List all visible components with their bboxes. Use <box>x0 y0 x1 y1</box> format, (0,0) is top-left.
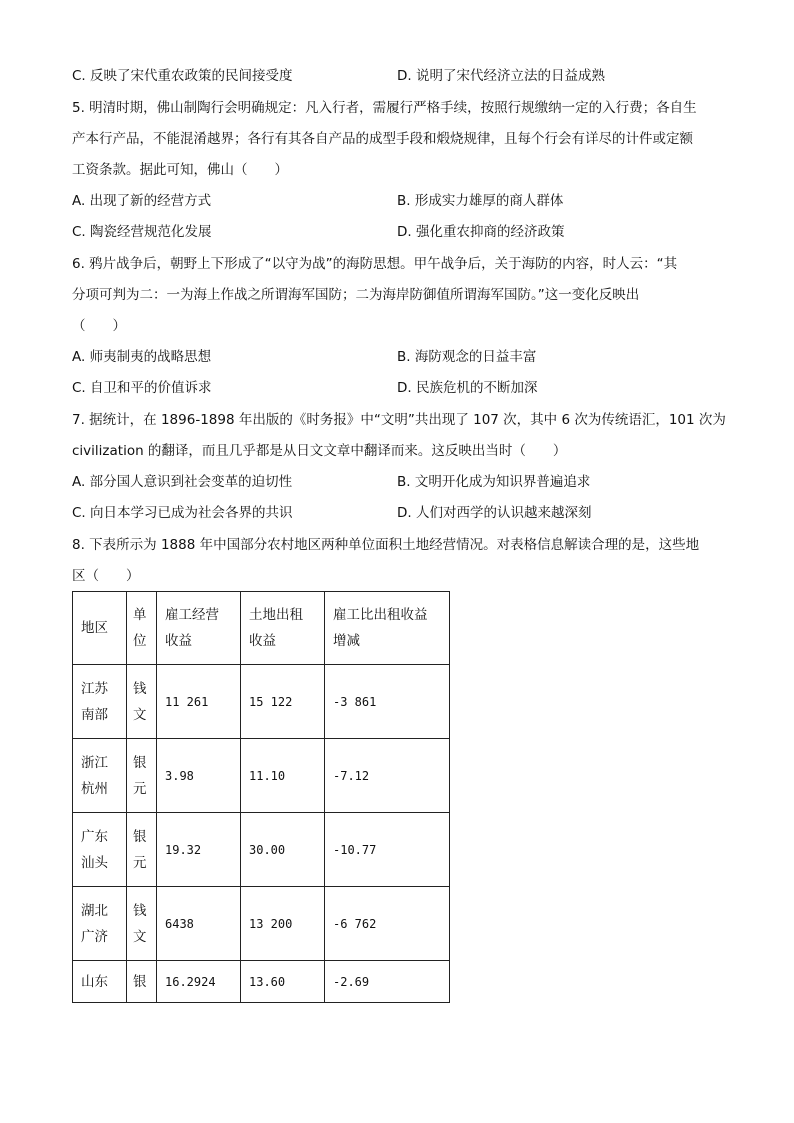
cell-hired-income: 11 261 <box>157 665 241 739</box>
cell-region: 浙江 杭州 <box>73 739 127 813</box>
q6-option-b: B. 海防观念的日益丰富 <box>397 349 537 365</box>
q5-stem-line-2: 产本行产品，不能混淆越界；各行有其各自产品的成型手段和煅烧规律，且每个行会有详尽的计件或定额 <box>72 131 693 147</box>
table-row <box>73 813 450 887</box>
header-difference: 雇工比出租收益 增减 <box>325 592 450 665</box>
header-unit: 单 位 <box>127 592 157 665</box>
cell-region: 山东 <box>73 961 127 1003</box>
cell-hired-income: 6438 <box>157 887 241 961</box>
table-row <box>73 665 450 739</box>
cell-difference: -2.69 <box>325 961 450 1003</box>
cell-unit: 银 <box>127 961 157 1003</box>
q7-option-a: A. 部分国人意识到社会变革的迫切性 <box>72 474 293 490</box>
cell-region: 湖北 广济 <box>73 887 127 961</box>
cell-unit: 钱 文 <box>127 887 157 961</box>
table-header-row <box>73 592 450 665</box>
q5-option-b: B. 形成实力雄厚的商人群体 <box>397 193 564 209</box>
q6-stem-line-2: 分项可判为二：一为海上作战之所谓海军国防；二为海岸防御值所谓海军国防。”这一变化反映出 <box>72 287 640 303</box>
q7-stem-line-2: civilization 的翻译，而且几乎都是从日文文章中翻译而来。这反映出当时（ ） <box>72 443 567 459</box>
cell-unit: 钱 文 <box>127 665 157 739</box>
header-rent-income: 土地出租 收益 <box>241 592 325 665</box>
cell-rent-income: 13.60 <box>241 961 325 1003</box>
q5-stem-line-3: 工资条款。据此可知，佛山（ ） <box>72 162 288 178</box>
q8-stem-line-2: 区（ ） <box>72 568 140 584</box>
q4-option-c: C. 反映了宋代重农政策的民间接受度 <box>72 68 293 84</box>
cell-rent-income: 13 200 <box>241 887 325 961</box>
q8-data-table <box>72 591 450 1003</box>
q4-option-d: D. 说明了宋代经济立法的日益成熟 <box>397 68 605 84</box>
q8-stem-line-1: 8. 下表所示为 1888 年中国部分农村地区两种单位面积土地经营情况。对表格信息解读合理的是，这些地 <box>72 537 700 553</box>
q7-option-b: B. 文明开化成为知识界普遍追求 <box>397 474 591 490</box>
cell-difference: -6 762 <box>325 887 450 961</box>
q5-option-a: A. 出现了新的经营方式 <box>72 193 212 209</box>
q6-option-c: C. 自卫和平的价值诉求 <box>72 380 212 396</box>
cell-hired-income: 19.32 <box>157 813 241 887</box>
cell-region: 广东 汕头 <box>73 813 127 887</box>
cell-difference: -7.12 <box>325 739 450 813</box>
q5-option-c: C. 陶瓷经营规范化发展 <box>72 224 212 240</box>
cell-hired-income: 3.98 <box>157 739 241 813</box>
table-row <box>73 887 450 961</box>
cell-hired-income: 16.2924 <box>157 961 241 1003</box>
cell-rent-income: 30.00 <box>241 813 325 887</box>
cell-unit: 银 元 <box>127 813 157 887</box>
table-row <box>73 961 450 1003</box>
table-row <box>73 739 450 813</box>
q5-stem-line-1: 5. 明清时期，佛山制陶行会明确规定：凡入行者，需履行严格手续，按照行规缴纳一定的入行费；各自生 <box>72 100 697 116</box>
header-region: 地区 <box>73 592 127 665</box>
q6-option-d: D. 民族危机的不断加深 <box>397 380 538 396</box>
cell-difference: -10.77 <box>325 813 450 887</box>
q6-stem-line-3: （ ） <box>72 318 126 334</box>
header-hired-income: 雇工经营 收益 <box>157 592 241 665</box>
q6-option-a: A. 师夷制夷的战略思想 <box>72 349 212 365</box>
q5-option-d: D. 强化重农抑商的经济政策 <box>397 224 565 240</box>
cell-rent-income: 11.10 <box>241 739 325 813</box>
cell-difference: -3 861 <box>325 665 450 739</box>
q6-stem-line-1: 6. 鸦片战争后，朝野上下形成了“以守为战”的海防思想。甲午战争后，关于海防的内容，时人云：“其 <box>72 256 678 272</box>
cell-rent-income: 15 122 <box>241 665 325 739</box>
q7-option-d: D. 人们对西学的认识越来越深刻 <box>397 505 592 521</box>
cell-unit: 银 元 <box>127 739 157 813</box>
q7-option-c: C. 向日本学习已成为社会各界的共识 <box>72 505 293 521</box>
cell-region: 江苏 南部 <box>73 665 127 739</box>
q7-stem-line-1: 7. 据统计，在 1896-1898 年出版的《时务报》中“文明”共出现了 107 次，其中 6 次为传统语汇，101 次为 <box>72 412 726 428</box>
